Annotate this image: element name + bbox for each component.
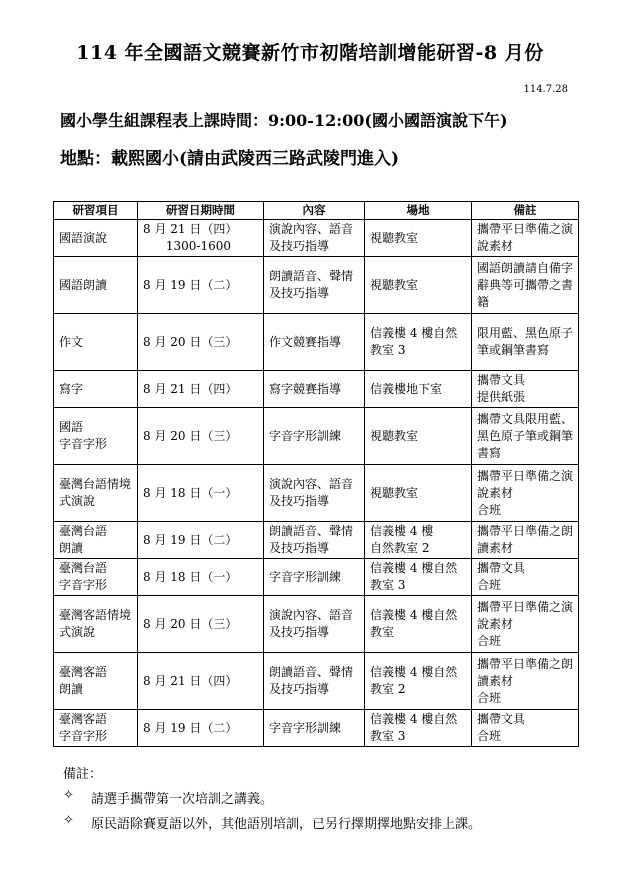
notes-section — [63, 763, 481, 838]
header-venue: 場地 — [365, 202, 472, 220]
cell-venue: 信義樓 4 樓自然教室 — [365, 596, 472, 653]
class-time-subtitle: 國小學生組課程表上課時間：9:00-12:00(國小國語演說下午) — [60, 111, 508, 130]
note-text: 原民語除賽夏語以外，其他語別培訓，已另行擇期擇地點安排上課。 — [91, 817, 482, 832]
cell-note: 限用藍、黑色原子筆或鋼筆書寫 — [472, 314, 579, 371]
cell-date — [138, 408, 264, 465]
cell-date — [138, 257, 264, 314]
cell-item: 國語朗讀 — [54, 257, 138, 314]
table-row — [54, 653, 579, 710]
cell-content: 演說內容、語音及技巧指導 — [264, 596, 365, 653]
bullet-icon: ✧ — [63, 788, 74, 803]
cell-note: 攜帶文具 合班 — [472, 710, 579, 747]
cell-content: 寫字競賽指導 — [264, 371, 365, 408]
note-item — [63, 788, 481, 807]
cell-note: 攜帶文具 提供紙張 — [472, 371, 579, 408]
document-date: 114.7.28 — [523, 84, 568, 95]
date-text: 8 月 18 日（一） — [143, 569, 238, 584]
date-text: 8 月 21 日（四） — [143, 381, 238, 396]
cell-item: 國語 字音字形 — [54, 408, 138, 465]
cell-content: 朗讀語音、聲情及技巧指導 — [264, 257, 365, 314]
date-text: 8 月 20 日（三） — [143, 616, 238, 631]
cell-item: 臺灣台語情境式演說 — [54, 465, 138, 522]
header-item: 研習項目 — [54, 202, 138, 220]
table-header-row — [54, 202, 579, 220]
date-text: 8 月 19 日（二） — [143, 277, 238, 292]
cell-note: 攜帶平日準備之演說素材 合班 — [472, 596, 579, 653]
cell-date — [138, 220, 264, 257]
table-row — [54, 371, 579, 408]
cell-item: 臺灣客語 朗讀 — [54, 653, 138, 710]
cell-date — [138, 559, 264, 596]
cell-note: 攜帶平日準備之演說素材 — [472, 220, 579, 257]
cell-content: 朗讀語音、聲情及技巧指導 — [264, 522, 365, 559]
cell-content: 字音字形訓練 — [264, 408, 365, 465]
cell-date — [138, 710, 264, 747]
cell-content: 朗讀語音、聲情及技巧指導 — [264, 653, 365, 710]
table-row — [54, 408, 579, 465]
schedule-table — [53, 201, 579, 747]
cell-venue: 信義樓 4 樓 自然教室 2 — [365, 522, 472, 559]
cell-content: 作文競賽指導 — [264, 314, 365, 371]
date-text: 8 月 20 日（三） — [143, 334, 238, 349]
cell-venue: 信義樓地下室 — [365, 371, 472, 408]
cell-item: 臺灣台語 朗讀 — [54, 522, 138, 559]
table-row — [54, 596, 579, 653]
cell-date — [138, 522, 264, 559]
schedule-body — [54, 220, 579, 747]
bullet-icon: ✧ — [63, 813, 74, 828]
cell-date — [138, 653, 264, 710]
cell-item: 作文 — [54, 314, 138, 371]
date-text: 8 月 19 日（二） — [143, 532, 238, 547]
cell-note: 國語朗讀請自備字辭典等可攜帶之書籍 — [472, 257, 579, 314]
cell-note: 攜帶文具限用藍、黑色原子筆或鋼筆書寫 — [472, 408, 579, 465]
header-content: 內容 — [264, 202, 365, 220]
cell-content: 字音字形訓練 — [264, 559, 365, 596]
cell-item: 臺灣客語情境式演說 — [54, 596, 138, 653]
table-row — [54, 522, 579, 559]
cell-item: 臺灣台語 字音字形 — [54, 559, 138, 596]
cell-date — [138, 596, 264, 653]
table-row — [54, 220, 579, 257]
cell-note: 攜帶平日準備之演說素材 合班 — [472, 465, 579, 522]
page-title: 114 年全國語文競賽新竹市初階培訓增能研習-8 月份 — [76, 42, 544, 64]
table-row — [54, 465, 579, 522]
table-row — [54, 257, 579, 314]
location-subtitle: 地點：載熙國小(請由武陵西三路武陵門進入) — [60, 149, 400, 169]
note-text: 請選手攜帶第一次培訓之講義。 — [91, 792, 274, 807]
header-date: 研習日期時間 — [138, 202, 264, 220]
notes-heading: 備註： — [63, 767, 103, 782]
cell-content: 字音字形訓練 — [264, 710, 365, 747]
date-text: 8 月 21 日（四） 1300-1600 — [143, 222, 238, 253]
table-row — [54, 314, 579, 371]
cell-note: 攜帶平日準備之朗讀素材 合班 — [472, 653, 579, 710]
cell-item: 寫字 — [54, 371, 138, 408]
cell-note: 攜帶文具 合班 — [472, 559, 579, 596]
date-text: 8 月 19 日（二） — [143, 720, 238, 735]
cell-venue: 信義樓 4 樓自然教室 3 — [365, 314, 472, 371]
cell-date — [138, 314, 264, 371]
table-row — [54, 559, 579, 596]
cell-item: 臺灣客語 字音字形 — [54, 710, 138, 747]
cell-venue: 信義樓 4 樓自然教室 3 — [365, 559, 472, 596]
cell-venue: 信義樓 4 樓自然教室 3 — [365, 710, 472, 747]
cell-venue: 視聽教室 — [365, 220, 472, 257]
cell-content: 演說內容、語音及技巧指導 — [264, 220, 365, 257]
header-note: 備註 — [472, 202, 579, 220]
date-text: 8 月 18 日（一） — [143, 485, 238, 500]
cell-venue: 視聽教室 — [365, 408, 472, 465]
cell-venue: 信義樓 4 樓自然教室 2 — [365, 653, 472, 710]
date-text: 8 月 21 日（四） — [143, 673, 238, 688]
date-text: 8 月 20 日（三） — [143, 428, 238, 443]
cell-date — [138, 465, 264, 522]
cell-date — [138, 371, 264, 408]
cell-venue: 視聽教室 — [365, 465, 472, 522]
cell-venue: 視聽教室 — [365, 257, 472, 314]
cell-content: 演說內容、語音及技巧指導 — [264, 465, 365, 522]
cell-note: 攜帶平日準備之朗讀素材 — [472, 522, 579, 559]
cell-item: 國語演說 — [54, 220, 138, 257]
note-item — [63, 813, 481, 832]
table-row — [54, 710, 579, 747]
